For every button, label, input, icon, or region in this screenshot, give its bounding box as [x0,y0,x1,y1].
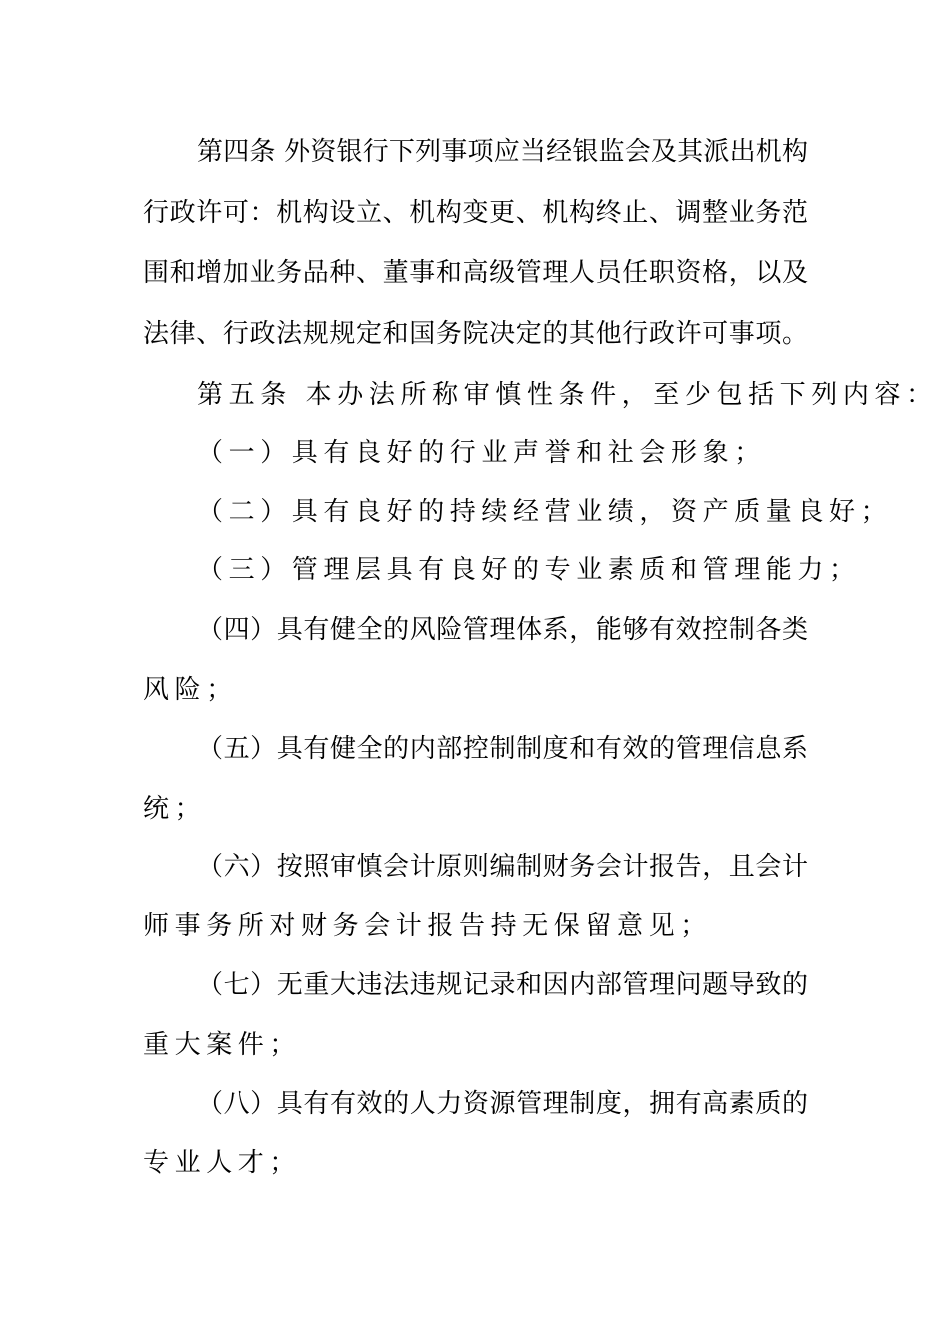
article-4-line-4: 法律、行政法规规定和国务院决定的其他行政许可事项。 [143,319,808,349]
item-6-line-1: （六）按照审慎会计原则编制财务会计报告，且会计 [197,852,808,882]
article-4-line-2: 行政许可：机构设立、机构变更、机构终止、调整业务范 [143,198,808,228]
item-5-line-1: （五）具有健全的内部控制制度和有效的管理信息系 [197,734,808,764]
item-6-line-2: 师事务所对财务会计报告持无保留意见； [143,911,712,941]
item-3: （三）管理层具有良好的专业素质和管理能力； [197,555,861,585]
article-5-heading: 第五条 本办法所称审慎性条件，至少包括下列内容： [197,380,938,410]
item-7-line-1: （七）无重大违法违规记录和因内部管理问题导致的 [197,970,808,1000]
item-8-line-1: （八）具有有效的人力资源管理制度，拥有高素质的 [197,1089,808,1119]
item-2: （二）具有良好的持续经营业绩，资产质量良好； [197,497,893,527]
item-5-line-2: 统； [143,794,207,824]
item-7-line-2: 重大案件； [143,1030,302,1060]
item-8-line-2: 专业人才； [143,1148,302,1178]
item-1: （一）具有良好的行业声誉和社会形象； [197,438,766,468]
article-4-line-3: 围和增加业务品种、董事和高级管理人员任职资格，以及 [143,258,808,288]
item-4-line-2: 风险； [143,675,238,705]
article-4-line-1: 第四条 外资银行下列事项应当经银监会及其派出机构 [197,137,808,167]
item-4-line-1: （四）具有健全的风险管理体系，能够有效控制各类 [197,615,808,645]
